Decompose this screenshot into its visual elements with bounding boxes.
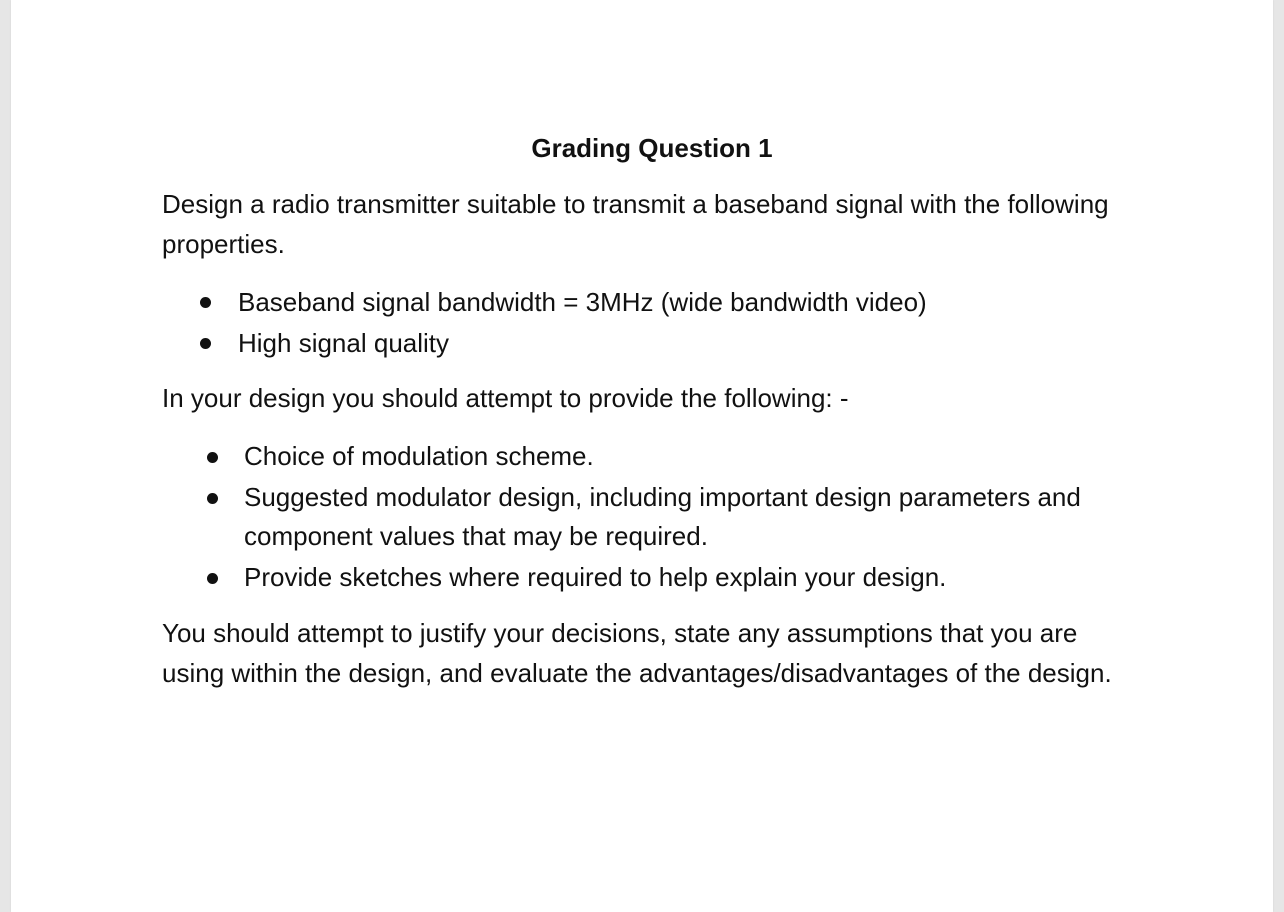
- provide-intro-paragraph: In your design you should attempt to provide the following: -: [162, 383, 849, 413]
- document-title: Grading Question 1: [531, 133, 773, 163]
- property-text: High signal quality: [238, 327, 450, 358]
- bullet-icon: [207, 452, 218, 463]
- provide-item-text: Choice of modulation scheme.: [244, 441, 594, 471]
- bullet-icon: [207, 573, 218, 584]
- provide-item-text: Provide sketches where required to help explain your design.: [244, 561, 947, 592]
- list-item: [162, 437, 1142, 477]
- list-item: [162, 558, 1142, 598]
- provide-list: [162, 437, 1142, 597]
- provide-item-text: Suggested modulator design, including important design parameters and component values that may be required.: [244, 481, 1081, 551]
- list-item: [162, 478, 1142, 557]
- intro-paragraph: Design a radio transmitter suitable to transmit a baseband signal with the following properties.: [162, 189, 1109, 259]
- bullet-icon: [200, 338, 211, 349]
- property-text: Baseband signal bandwidth = 3MHz (wide bandwidth video): [238, 287, 927, 317]
- bullet-icon: [207, 493, 218, 504]
- document-page: [11, 0, 1273, 912]
- properties-list: [162, 282, 1142, 363]
- list-item: [162, 282, 1142, 323]
- list-item: [162, 323, 1142, 364]
- bullet-icon: [200, 297, 211, 308]
- closing-paragraph: You should attempt to justify your decisions, state any assumptions that you are using within the design, and evaluate the advantages/disadvantages of the design.: [162, 618, 1112, 688]
